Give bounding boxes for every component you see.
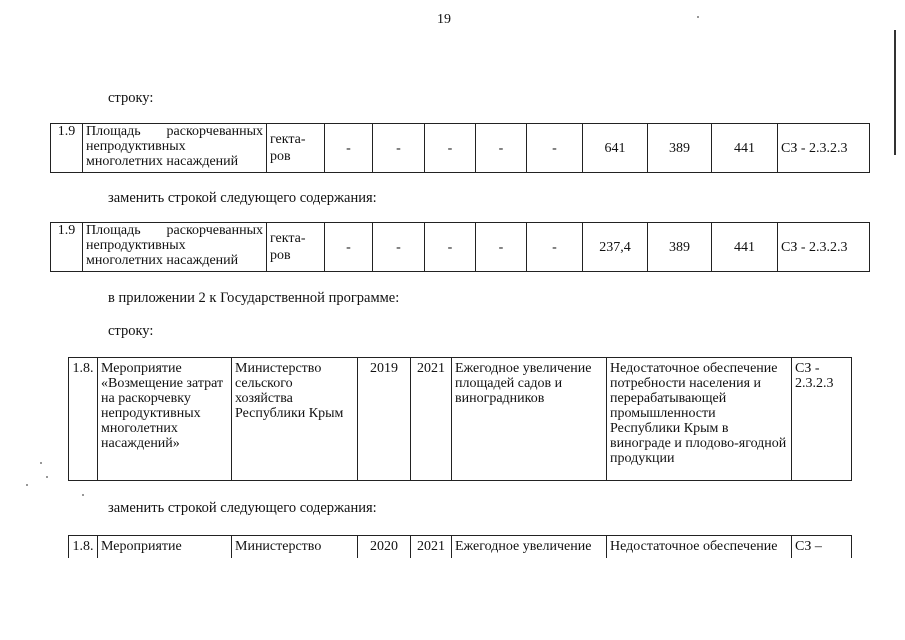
unit-cell: гекта-ров bbox=[267, 124, 325, 173]
consequence-text: Недостаточное обеспечение потребности населения и перерабатывающей промышленности Республики Крым в винограде и плодово-ягодной продукции bbox=[607, 358, 792, 481]
value-cell: - bbox=[527, 223, 583, 272]
event-table-old bbox=[68, 357, 852, 481]
indicator-table-old bbox=[50, 123, 870, 173]
consequence-text: Недостаточное обеспечение bbox=[607, 536, 792, 558]
value-cell: - bbox=[373, 223, 425, 272]
expected-result: Ежегодное увеличение bbox=[452, 536, 607, 558]
scan-edge-line bbox=[894, 30, 896, 155]
code-cell: СЗ - 2.3.2.3 bbox=[778, 223, 870, 272]
appendix-instruction-text: в приложении 2 к Государственной программе: bbox=[108, 290, 400, 306]
executor-name: Министерство bbox=[232, 536, 358, 558]
code-cell: СЗ - 2.3.2.3 bbox=[792, 358, 852, 481]
value-cell: 237,4 bbox=[583, 223, 648, 272]
event-table-new bbox=[68, 535, 852, 558]
executor-name: Министерство сельского хозяйства Республики Крым bbox=[232, 358, 358, 481]
start-year: 2020 bbox=[358, 536, 411, 558]
code-cell: СЗ – bbox=[792, 536, 852, 558]
value-cell: - bbox=[325, 124, 373, 173]
row-label-text: строку: bbox=[108, 90, 154, 106]
indicator-name: Площадь раскорчеванных непродуктивных многолетних насаждений bbox=[83, 124, 267, 173]
scan-speck bbox=[26, 484, 28, 486]
value-cell: - bbox=[373, 124, 425, 173]
start-year: 2019 bbox=[358, 358, 411, 481]
value-cell: - bbox=[527, 124, 583, 173]
indicator-table-new bbox=[50, 222, 870, 272]
event-name: Мероприятие bbox=[98, 536, 232, 558]
value-cell: 389 bbox=[648, 223, 712, 272]
expected-result: Ежегодное увеличение площадей садов и виноградников bbox=[452, 358, 607, 481]
value-cell: - bbox=[425, 223, 476, 272]
value-cell: 641 bbox=[583, 124, 648, 173]
scan-speck bbox=[82, 494, 84, 496]
scan-speck bbox=[40, 462, 42, 464]
event-name: Мероприятие «Возмещение затрат на раскорчевку непродуктивных многолетних насаждений» bbox=[98, 358, 232, 481]
value-cell: - bbox=[476, 124, 527, 173]
row-number: 1.9 bbox=[51, 223, 83, 272]
indicator-name: Площадь раскорчеванных непродуктивных многолетних насаждений bbox=[83, 223, 267, 272]
row-number: 1.8. bbox=[69, 536, 98, 558]
value-cell: - bbox=[425, 124, 476, 173]
end-year: 2021 bbox=[411, 536, 452, 558]
unit-cell: гекта-ров bbox=[267, 223, 325, 272]
row-number: 1.8. bbox=[69, 358, 98, 481]
row-number: 1.9 bbox=[51, 124, 83, 173]
page-number: 19 bbox=[437, 12, 451, 27]
row-label-text: строку: bbox=[108, 323, 154, 339]
value-cell: 441 bbox=[712, 124, 778, 173]
value-cell: - bbox=[476, 223, 527, 272]
code-cell: СЗ - 2.3.2.3 bbox=[778, 124, 870, 173]
value-cell: 441 bbox=[712, 223, 778, 272]
value-cell: - bbox=[325, 223, 373, 272]
replace-instruction-text: заменить строкой следующего содержания: bbox=[108, 190, 377, 206]
end-year: 2021 bbox=[411, 358, 452, 481]
value-cell: 389 bbox=[648, 124, 712, 173]
scan-speck bbox=[46, 476, 48, 478]
scan-speck bbox=[697, 16, 699, 18]
replace-instruction-text: заменить строкой следующего содержания: bbox=[108, 500, 377, 516]
